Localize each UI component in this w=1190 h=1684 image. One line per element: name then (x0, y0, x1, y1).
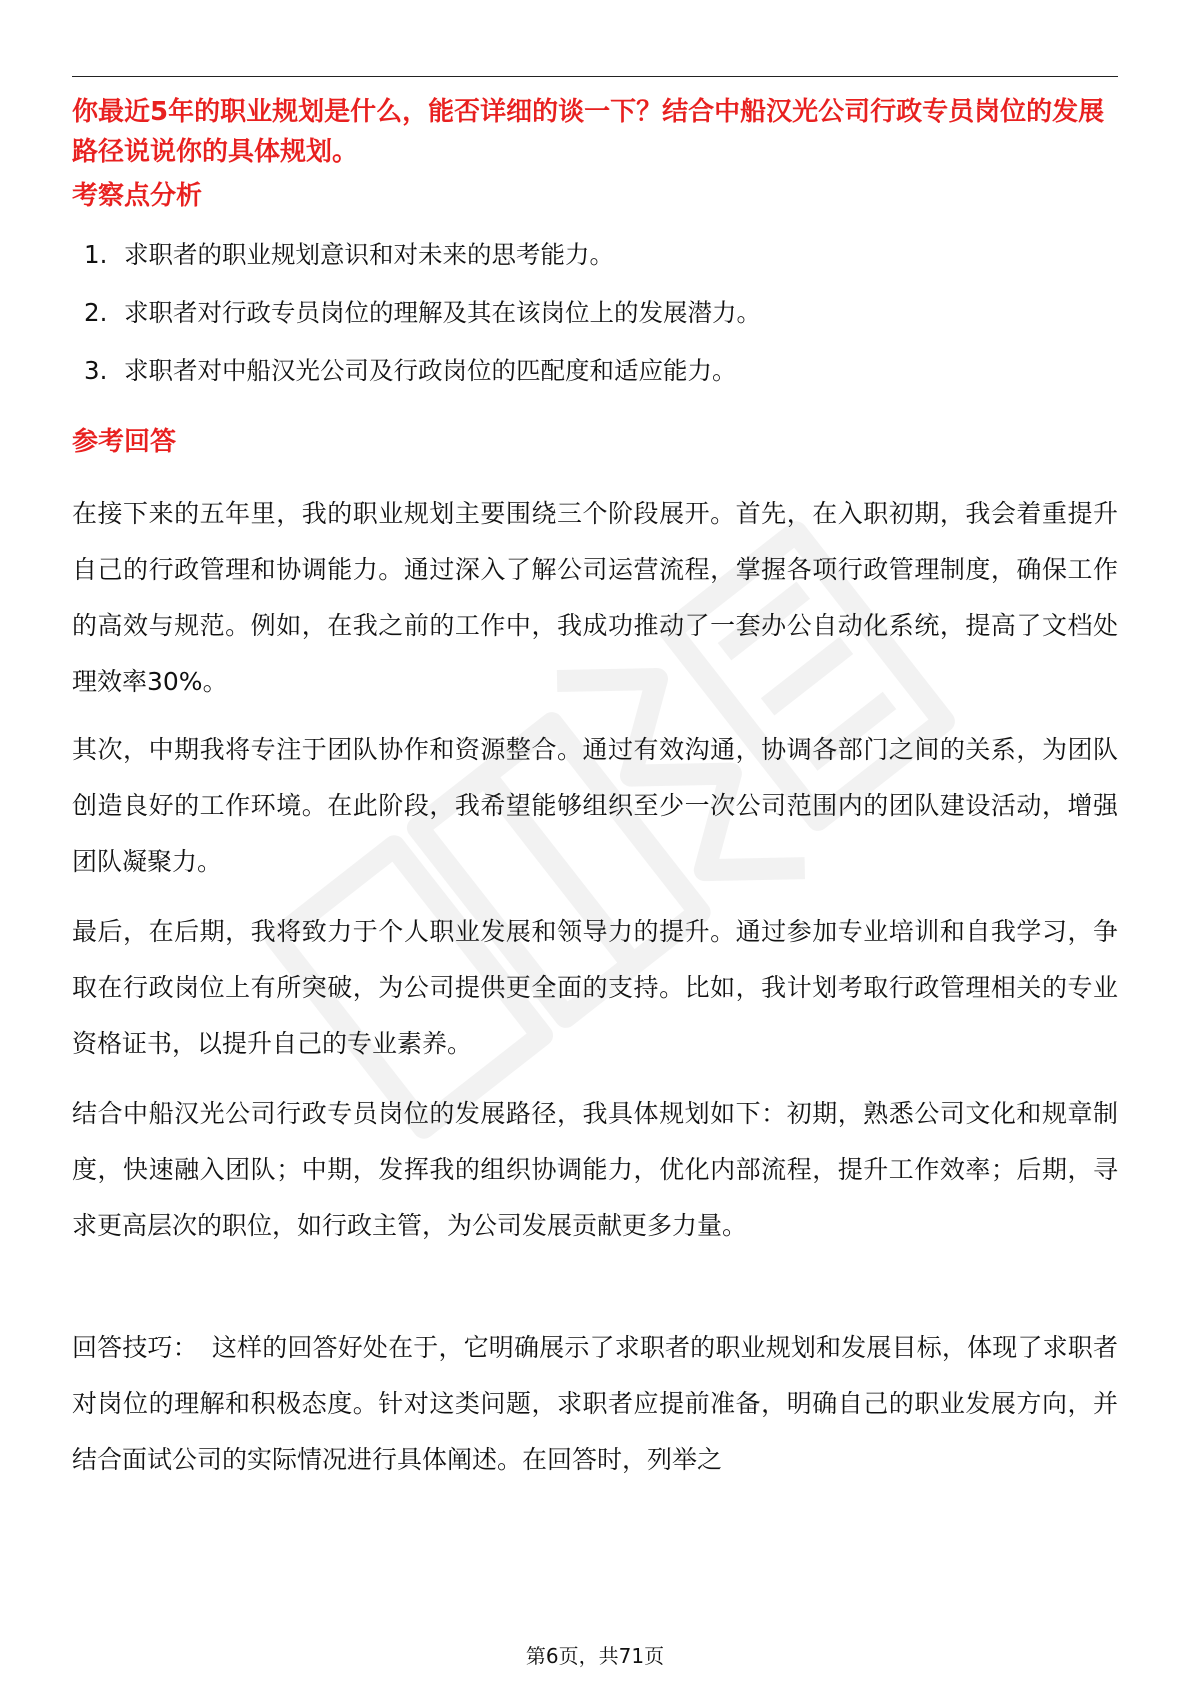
page-footer: 第6页，共71页 (525, 1644, 665, 1668)
answer-paragraph: 最后，在后期，我将致力于个人职业发展和领导力的提升。通过参加专业培训和自我学习，争取在行政岗位上有所突破，为公司提供更全面的支持。比如，我计划考取行政管理相关的专业资格证书，以提升自己的专业素养。 (72, 917, 1118, 1058)
tip-label: 回答技巧： (72, 1333, 198, 1362)
list-item-number: 2. (84, 298, 108, 327)
list-item-text: 求职者的职业规划意识和对未来的思考能力。 (124, 240, 614, 269)
answer-paragraph: 在接下来的五年里，我的职业规划主要围绕三个阶段展开。首先，在入职初期，我会着重提升自己的行政管理和协调能力。通过深入了解公司运营流程，掌握各项行政管理制度，确保工作的高效与规范。例如，在我之前的工作中，我成功推动了一套办公自动化系统，提高了文档处理效率30%。 (72, 499, 1118, 696)
answer-paragraph: 其次，中期我将专注于团队协作和资源整合。通过有效沟通，协调各部门之间的关系，为团队创造良好的工作环境。在此阶段，我希望能够组织至少一次公司范围内的团队建设活动，增强团队凝聚力。 (72, 735, 1118, 876)
analysis-heading: 考察点分析 (72, 181, 203, 211)
list-item-text: 求职者对中船汉光公司及行政岗位的匹配度和适应能力。 (124, 356, 737, 385)
list-item-number: 3. (84, 356, 108, 385)
analysis-list (84, 236, 1114, 410)
list-item (84, 236, 1114, 294)
tip-text: 这样的回答好处在于，它明确展示了求职者的职业规划和发展目标，体现了求职者对岗位的理解和积极态度。针对这类问题，求职者应提前准备，明确自己的职业发展方向，并结合面试公司的实际情况进行具体阐述。在回答时，列举之 (72, 1333, 1118, 1474)
list-item (84, 294, 1114, 352)
answer-paragraph: 结合中船汉光公司行政专员岗位的发展路径，我具体规划如下：初期，熟悉公司文化和规章制度，快速融入团队；中期，发挥我的组织协调能力，优化内部流程，提升工作效率；后期，寻求更高层次的职位，如行政主管，为公司发展贡献更多力量。 (72, 1099, 1118, 1240)
top-rule (72, 76, 1118, 77)
answer-heading: 参考回答 (72, 427, 177, 457)
list-item-number: 1. (84, 240, 108, 269)
answer-tip (72, 1320, 1118, 1488)
question-title: 你最近5年的职业规划是什么，能否详细的谈一下？结合中船汉光公司行政专员岗位的发展路径说说你的具体规划。 (72, 97, 1105, 167)
list-item-text: 求职者对行政专员岗位的理解及其在该岗位上的发展潜力。 (124, 298, 761, 327)
list-item (84, 352, 1114, 410)
